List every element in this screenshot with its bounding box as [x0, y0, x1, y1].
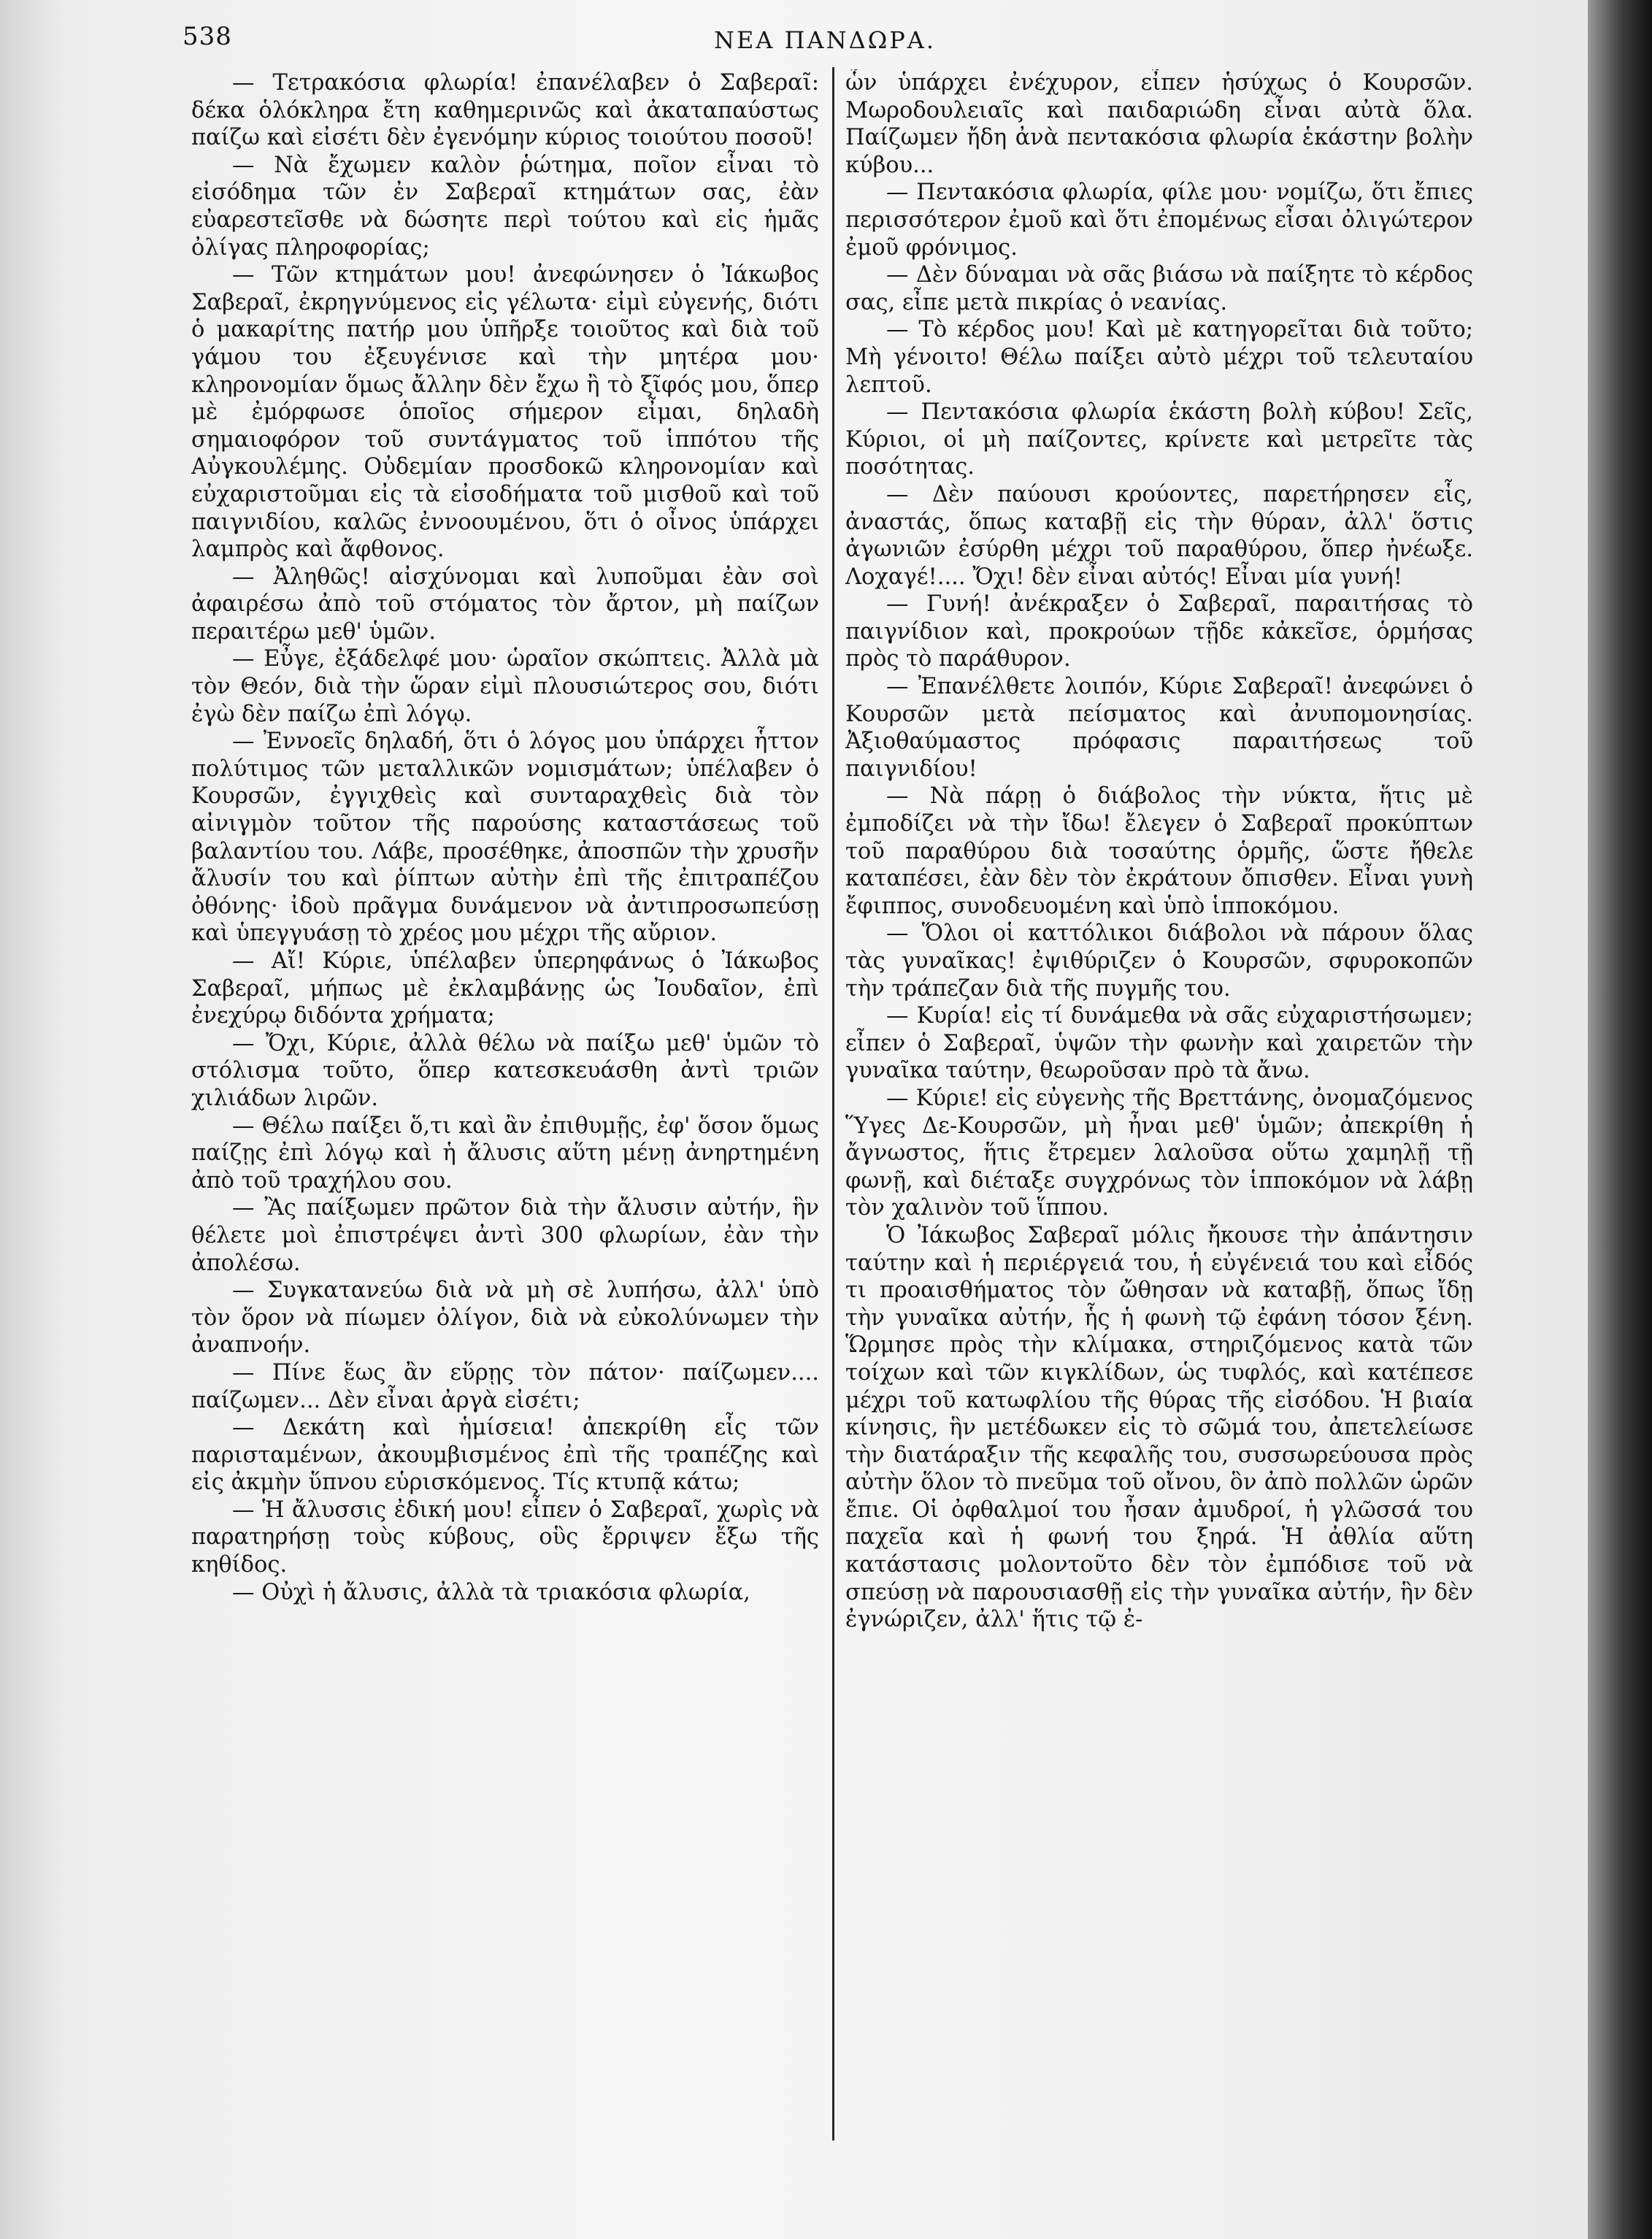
- book-gutter-shadow: [1588, 0, 1652, 2239]
- paragraph: — Θέλω παίξει ὅ,τι καὶ ἂν ἐπιθυμῇς, ἐφ' ὅσον ὅμως παίζῃς ἐπὶ λόγῳ καὶ ἡ ἄλυσις αὕτη μένῃ ἀνηρτημένη ἀπὸ τοῦ τραχήλου σου.: [191, 1113, 819, 1194]
- paragraph: — Συγκατανεύω διὰ νὰ μὴ σὲ λυπήσω, ἀλλ' ὑπὸ τὸν ὅρον νὰ πίωμεν ὀλίγον, διὰ νὰ εὐκολύνωμεν τὴν ἀναπνοήν.: [191, 1278, 819, 1359]
- paragraph: — Δεκάτη καὶ ἡμίσεια! ἀπεκρίθη εἷς τῶν παρισταμένων, ἀκουμβισμένος ἐπὶ τῆς τραπέζης καὶ εἰς ἀκμὴν ὕπνου εὑρισκόμενος. Τίς κτυπᾷ κάτω;: [191, 1415, 819, 1496]
- paragraph: — Νὰ ἔχωμεν καλὸν ῥώτημα, ποῖον εἶναι τὸ εἰσόδημα τῶν ἐν Σαβεραῖ κτημάτων σας, ἐὰν εὐαρεστεῖσθε νὰ δώσητε περὶ τούτου καὶ εἰς ἡμᾶς ὀλίγας πληροφορίας;: [191, 152, 819, 261]
- paragraph: — Ἂς παίξωμεν πρῶτον διὰ τὴν ἄλυσιν αὐτήν, ἣν θέλετε μοὶ ἐπιστρέψει ἀντὶ 300 φλωρίων, ἐὰν τὴν ἀπολέσω.: [191, 1195, 819, 1276]
- left-column: [191, 69, 819, 2157]
- page-header: [183, 22, 1467, 58]
- paragraph: — Ἀληθῶς! αἰσχύνομαι καὶ λυποῦμαι ἐὰν σοὶ ἀφαιρέσω ἀπὸ τοῦ στόματος τὸν ἄρτον, μὴ παίζων περαιτέρω μεθ' ὑμῶν.: [191, 564, 819, 645]
- paragraph: — Αἴ! Κύριε, ὑπέλαβεν ὑπερηφάνως ὁ Ἰάκωβος Σαβεραῖ, μήπως μὲ ἐκλαμβάνῃς ὡς Ἰουδαῖον, ἐπὶ ἐνεχύρῳ διδόντα χρήματα;: [191, 948, 819, 1029]
- right-column: [845, 69, 1473, 2157]
- paragraph: — Τῶν κτημάτων μου! ἀνεφώνησεν ὁ Ἰάκωβος Σαβεραῖ, ἐκρηγνύμενος εἰς γέλωτα· εἰμὶ εὐγενής, διότι ὁ μακαρίτης πατήρ μου ὑπῆρξε τοιοῦτος καὶ διὰ τοῦ γάμου του ἐξευγένισε καὶ τὴν μητέρα μου· κληρονομίαν ὅμως ἄλλην δὲν ἔχω ἢ τὸ ξῖφός μου, ὅπερ μὲ ἐμόρφωσε ὁποῖος σήμερον εἶμαι, δηλαδὴ σημαιοφόρον τοῦ συντάγματος τοῦ ἱππότου τῆς Αὐγκουλέμης. Οὐδεμίαν προσδοκῶ κληρονομίαν καὶ εὐχαριστοῦμαι εἰς τὰ εἰσοδήματα τοῦ μισθοῦ καὶ τοῦ παιγνιδίου, καλῶς ἐννοουμένου, ὅτι ὁ οἶνος ὑπάρχει λαμπρὸς καὶ ἄφθονος.: [191, 262, 819, 563]
- paragraph: — Ἐπανέλθετε λοιπόν, Κύριε Σαβεραῖ! ἀνεφώνει ὁ Κουρσῶν μετὰ πείσματος καὶ ἀνυπομονησίας. Ἀξιοθαύμαστος πρόφασις παραιτήσεως τοῦ παιγνιδίου!: [845, 674, 1473, 782]
- paragraph: Ὁ Ἰάκωβος Σαβεραῖ μόλις ἤκουσε τὴν ἀπάντησιν ταύτην καὶ ἡ περιέργειά του, ἡ εὐγένειά του καὶ εἶδός τι προαισθήματος τὸν ὤθησαν νὰ καταβῇ, ὅπως ἴδῃ τὴν γυναῖκα αὐτήν, ἧς ἡ φωνὴ τῷ ἐφάνη τόσον ξένη. Ὥρμησε πρὸς τὴν κλίμακα, στηριζόμενος κατὰ τῶν τοίχων καὶ τῶν κιγκλίδων, ὡς τυφλός, καὶ κατέπεσε μέχρι τοῦ κατωφλίου τῆς θύρας τῆς εἰσόδου. Ἡ βιαία κίνησις, ἣν μετέδωκεν εἰς τὸ σῶμά του, ἀπετελείωσε τὴν διατάραξιν τῆς κεφαλῆς του, συσσωρεύουσα πρὸς αὐτὴν ὅλον τὸ πνεῦμα τοῦ οἴνου, ὃν ἀπὸ πολλῶν ὡρῶν ἔπιε. Οἱ ὀφθαλμοί του ἦσαν ἀμυδροί, ἡ γλῶσσά του παχεῖα καὶ ἡ φωνή του ξηρά. Ἡ ἀθλία αὕτη κατάστασις μολοντοῦτο δὲν τὸν ἐμπόδισε τοῦ νὰ σπεύσῃ νὰ παρουσιασθῇ εἰς τὴν γυναῖκα αὐτήν, ἣν δὲν ἐγνώριζεν, ἀλλ' ἥτις τῷ ἐ-: [845, 1222, 1473, 1633]
- paragraph: — Ὄχι, Κύριε, ἀλλὰ θέλω νὰ παίξω μεθ' ὑμῶν τὸ στόλισμα τοῦτο, ὅπερ κατεσκευάσθη ἀντὶ τριῶν χιλιάδων λιρῶν.: [191, 1030, 819, 1111]
- paragraph: — Δὲν δύναμαι νὰ σᾶς βιάσω νὰ παίξητε τὸ κέρδος σας, εἶπε μετὰ πικρίας ὁ νεανίας.: [845, 262, 1473, 315]
- paragraph: — Πεντακόσια φλωρία, φίλε μου· νομίζω, ὅτι ἔπιες περισσότερον ἐμοῦ καὶ ὅτι ἐπομένως εἶσαι ὀλιγώτερον ἐμοῦ φρόνιμος.: [845, 180, 1473, 261]
- paragraph: — Δὲν παύουσι κρούοντες, παρετήρησεν εἷς, ἀναστάς, ὅπως καταβῇ εἰς τὴν θύραν, ἀλλ' ὅστις ἀγωνιῶν ἐσύρθη μέχρι τοῦ παραθύρου, ὅπερ ἠνέωξε. Λοχαγέ!.... Ὄχι! δὲν εἶναι αὐτός! Εἶναι μία γυνή!: [845, 481, 1473, 590]
- page-number: 538: [183, 22, 232, 51]
- column-divider: [832, 67, 834, 2140]
- journal-title: ΝΕΑ ΠΑΝΔΩΡΑ.: [713, 26, 937, 54]
- paragraph-continuation: ὧν ὑπάρχει ἐνέχυρον, εἶπεν ἡσύχως ὁ Κουρσῶν. Μωροδουλειαῖς καὶ παιδαριώδη εἶναι αὐτὰ ὅλα. Παίζωμεν ἤδη ἀνὰ πεντακόσια φλωρία ἑκάστην βολὴν κύβου...: [845, 70, 1473, 178]
- paragraph: — Κυρία! εἰς τί δυνάμεθα νὰ σᾶς εὐχαριστήσωμεν; εἶπεν ὁ Σαβεραῖ, ὑψῶν τὴν φωνὴν καὶ χαιρετῶν τὴν γυναῖκα ταύτην, θεωροῦσαν πρὸ τὰ ἄνω.: [845, 1003, 1473, 1084]
- paragraph: — Γυνή! ἀνέκραξεν ὁ Σαβεραῖ, παραιτήσας τὸ παιγνίδιον καὶ, προκρούων τῇδε κἀκεῖσε, ὁρμήσας πρὸς τὸ παράθυρον.: [845, 591, 1473, 672]
- paragraph: — Πίνε ἕως ἂν εὕρῃς τὸν πάτον· παίζωμεν.... παίζωμεν... Δὲν εἶναι ἀργὰ εἰσέτι;: [191, 1359, 819, 1413]
- paragraph: — Ἐννοεῖς δηλαδή, ὅτι ὁ λόγος μου ὑπάρχει ἧττον πολύτιμος τῶν μεταλλικῶν νομισμάτων; ὑπέλαβεν ὁ Κουρσῶν, ἐγγιχθεὶς καὶ συνταραχθεὶς διὰ τὸν αἰνιγμὸν τοῦτον τῆς παρούσης καταστάσεως τοῦ βαλαντίου του. Λάβε, προσέθηκε, ἀποσπῶν τὴν χρυσῆν ἄλυσίν του καὶ ῥίπτων αὐτὴν ἐπὶ τῆς ἐπιτραπέζου ὀθόνης· ἰδοὺ πρᾶγμα δυνάμενον νὰ ἀντιπροσωπεύσῃ καὶ ὑπεγγυάσῃ τὸ χρέος μου μέχρι τῆς αὔριον.: [191, 729, 819, 947]
- paragraph: — Πεντακόσια φλωρία ἑκάστη βολὴ κύβου! Σεῖς, Κύριοι, οἱ μὴ παίζοντες, κρίνετε καὶ μετρεῖτε τὰς ποσότητας.: [845, 399, 1473, 480]
- paragraph: — Ἡ ἄλυσσις ἐδική μου! εἶπεν ὁ Σαβεραῖ, χωρὶς νὰ παρατηρήσῃ τοὺς κύβους, οὓς ἔρριψεν ἔξω τῆς κηθίδος.: [191, 1497, 819, 1578]
- paragraph: — Εὖγε, ἐξάδελφέ μου· ὡραῖον σκώπτεις. Ἀλλὰ μὰ τὸν Θεόν, διὰ τὴν ὥραν εἰμὶ πλουσιώτερος σου, διότι ἐγὼ δὲν παίζω ἐπὶ λόγῳ.: [191, 646, 819, 727]
- paragraph: — Νὰ πάρῃ ὁ διάβολος τὴν νύκτα, ἥτις μὲ ἐμποδίζει νὰ τὴν ἴδω! ἔλεγεν ὁ Σαβεραῖ προκύπτων τοῦ παραθύρου διὰ τοσαύτης ὁρμῆς, ὥστε ἤθελε καταπέσει, ἐὰν δὲν τὸν ἐκράτουν ὄπισθεν. Εἶναι γυνὴ ἔφιππος, συνοδευομένη καὶ ὑπὸ ἱπποκόμου.: [845, 783, 1473, 919]
- paragraph: — Οὐχὶ ἡ ἄλυσις, ἀλλὰ τὰ τριακόσια φλωρία,: [232, 1579, 750, 1605]
- paragraph: — Τὸ κέρδος μου! Καὶ μὲ κατηγορεῖται διὰ τοῦτο; Μὴ γένοιτο! Θέλω παίξει αὐτὸ μέχρι τοῦ τελευταίου λεπτοῦ.: [845, 317, 1473, 398]
- paragraph: — Κύριε! εἰς εὐγενὴς τῆς Βρεττάνης, ὀνομαζόμενος Ὕγες Δε-Κουρσῶν, μὴ ἦναι μεθ' ὑμῶν; ἀπεκρίθη ἡ ἄγνωστος, ἥτις ἔτρεμεν λαλοῦσα οὕτω χαμηλῇ τῇ φωνῇ, καὶ διέταξε συγχρόνως τὸν ἱπποκόμον νὰ λάβῃ τὸν χαλινὸν τοῦ ἵππου.: [845, 1085, 1473, 1221]
- paragraph: — Ὅλοι οἱ καττόλικοι διάβολοι νὰ πάρουν ὅλας τὰς γυναῖκας! ἐψιθύριζεν ὁ Κουρσῶν, σφυροκοπῶν τὴν τράπεζαν διὰ τῆς πυγμῆς του.: [845, 921, 1473, 1002]
- paragraph: — Τετρακόσια φλωρία! ἐπανέλαβεν ὁ Σαβεραῖ: δέκα ὁλόκληρα ἔτη καθημερινῶς καὶ ἀκαταπαύστως παίζω καὶ εἰσέτι δὲν ἐγενόμην κύριος τοιούτου ποσοῦ!: [191, 70, 819, 151]
